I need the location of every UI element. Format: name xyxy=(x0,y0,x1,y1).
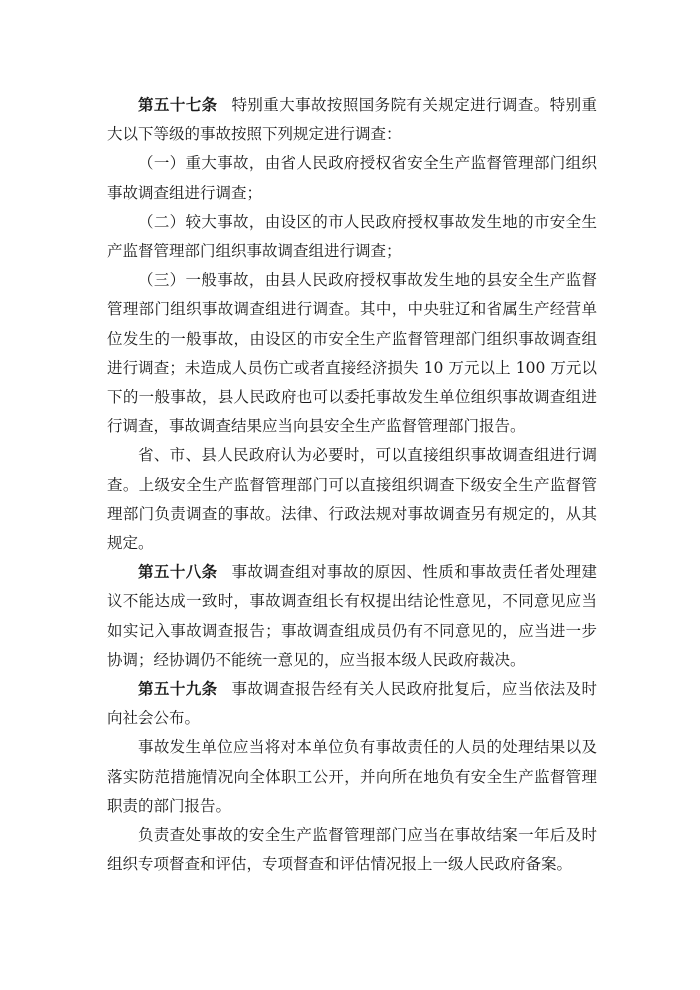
paragraph-item-2 xyxy=(107,208,597,266)
paragraph-text: 事故发生单位应当将对本单位负有事故责任的人员的处理结果以及落实防范措施情况向全体职工公开，并向所在地负有安全生产监督管理职责的部门报告。 xyxy=(107,738,597,815)
paragraph-item-3 xyxy=(107,266,597,441)
paragraph-supplement xyxy=(107,441,597,558)
paragraph-item-1 xyxy=(107,149,597,207)
paragraph-article-59 xyxy=(107,675,597,733)
paragraph-text: （一）重大事故，由省人民政府授权省安全生产监督管理部门组织事故调查组进行调查； xyxy=(107,154,597,202)
paragraph-text: 特别重大事故按照国务院有关规定进行调查。特别重大以下等级的事故按照下列规定进行调查： xyxy=(107,96,597,144)
paragraph-text: 负责查处事故的安全生产监督管理部门应当在事故结案一年后及时组织专项督查和评估，专项督查和评估情况报上一级人民政府备案。 xyxy=(107,826,597,874)
paragraph-text: 省、市、县人民政府认为必要时，可以直接组织事故调查组进行调查。上级安全生产监督管理部门可以直接组织调查下级安全生产监督管理部门负责调查的事故。法律、行政法规对事故调查另有规定的，从其规定。 xyxy=(107,446,597,553)
document-body xyxy=(107,91,597,879)
paragraph-text: 事故调查组对事故的原因、性质和事故责任者处理建议不能达成一致时，事故调查组长有权提出结论性意见，不同意见应当如实记入事故调查报告；事故调查组成员仍有不同意见的，应当进一步协调；经协调仍不能统一意见的，应当报本级人民政府裁决。 xyxy=(107,563,597,669)
paragraph-text: 事故调查报告经有关人民政府批复后，应当依法及时向社会公布。 xyxy=(107,680,597,728)
paragraph-followup xyxy=(107,821,597,879)
paragraph-disclosure xyxy=(107,733,597,821)
article-number: 第五十九条 xyxy=(138,680,218,699)
article-number: 第五十七条 xyxy=(138,96,218,114)
article-number: 第五十八条 xyxy=(138,563,218,582)
paragraph-text: （二）较大事故，由设区的市人民政府授权事故发生地的市安全生产监督管理部门组织事故调查组进行调查； xyxy=(107,212,597,261)
paragraph-article-58 xyxy=(107,558,597,675)
paragraph-text: （三）一般事故，由县人民政府授权事故发生地的县安全生产监督管理部门组织事故调查组进行调查。其中，中央驻辽和省属生产经营单位发生的一般事故，由设区的市安全生产监督管理部门组织事故调查组进行调查；未造成人员伤亡或者直接经济损失 10 万元以上 100 万元以下的一般事故，县人民政府也可以委托事故发生单位组织事故调查组进行调查，事故调查结果应当向县安全生产监督管理部门报告。 xyxy=(107,271,597,436)
paragraph-article-57 xyxy=(107,91,597,149)
